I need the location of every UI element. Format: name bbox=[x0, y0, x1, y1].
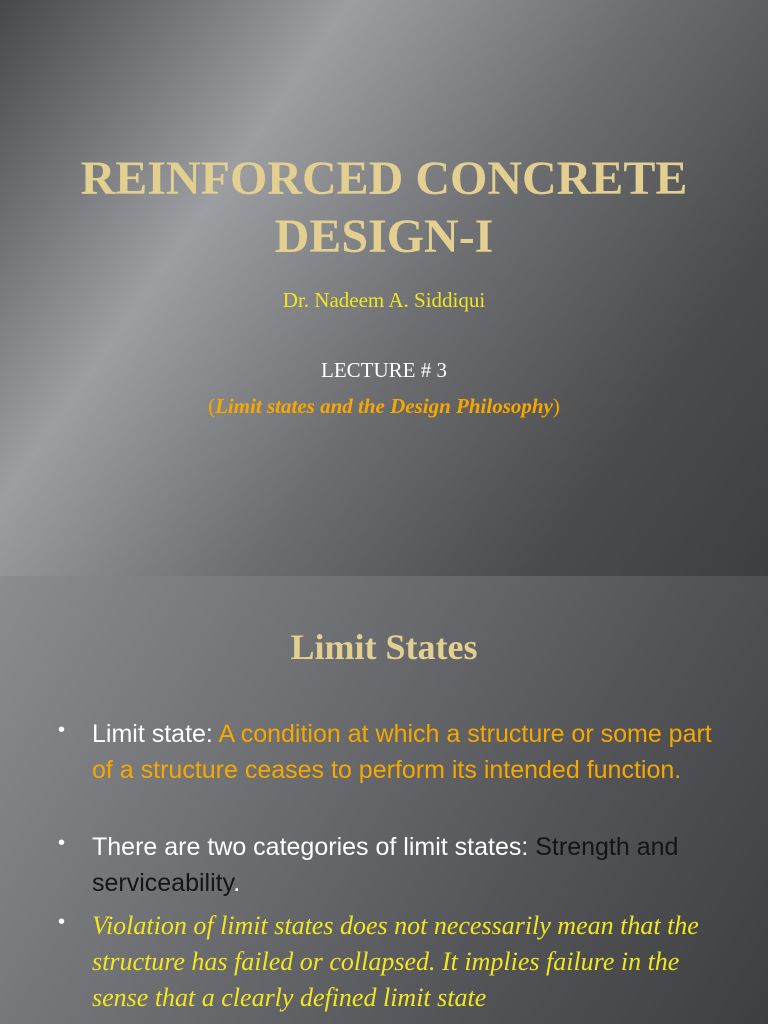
author-name: Dr. Nadeem A. Siddiqui bbox=[282, 288, 486, 312]
bullet-icon: • bbox=[58, 832, 66, 854]
slide-title-heading bbox=[0, 150, 768, 266]
title-line-1: REINFORCED CONCRETE bbox=[80, 152, 688, 205]
title-line-2: DESIGN-I bbox=[274, 210, 494, 263]
bullet-text: Violation of limit states does not necessarily mean that the structure has failed or collapsed. It implies failure in the sense that a clearly defined limit state bbox=[92, 911, 699, 1012]
slide-limit-states bbox=[0, 576, 768, 1024]
lecture-number: LECTURE # 3 bbox=[321, 358, 447, 382]
bullet-lead: Limit state: bbox=[92, 720, 219, 748]
bullet-lead: There are two categories of limit states: bbox=[92, 833, 536, 861]
bullet-definition: A condition at which a structure or some part of a structure ceases to perform its intended function. bbox=[92, 720, 712, 784]
bullet-emphasis: Strength and serviceability bbox=[92, 833, 679, 897]
bullet-icon: • bbox=[58, 719, 66, 741]
bullet-icon: • bbox=[58, 911, 66, 933]
bullet-text bbox=[92, 829, 738, 901]
subtitle-close-paren: ) bbox=[552, 394, 560, 418]
bullet-item bbox=[58, 829, 738, 901]
slide-heading: Limit States bbox=[290, 627, 478, 667]
bullet-item bbox=[58, 908, 738, 1016]
bullet-item bbox=[58, 716, 738, 788]
subtitle-text: Limit states and the Design Philosophy bbox=[215, 394, 553, 418]
bullet-text bbox=[92, 716, 738, 788]
bullet-tail: . bbox=[233, 869, 241, 897]
lecture-subtitle bbox=[0, 394, 768, 419]
subtitle-open-paren: ( bbox=[208, 394, 216, 418]
